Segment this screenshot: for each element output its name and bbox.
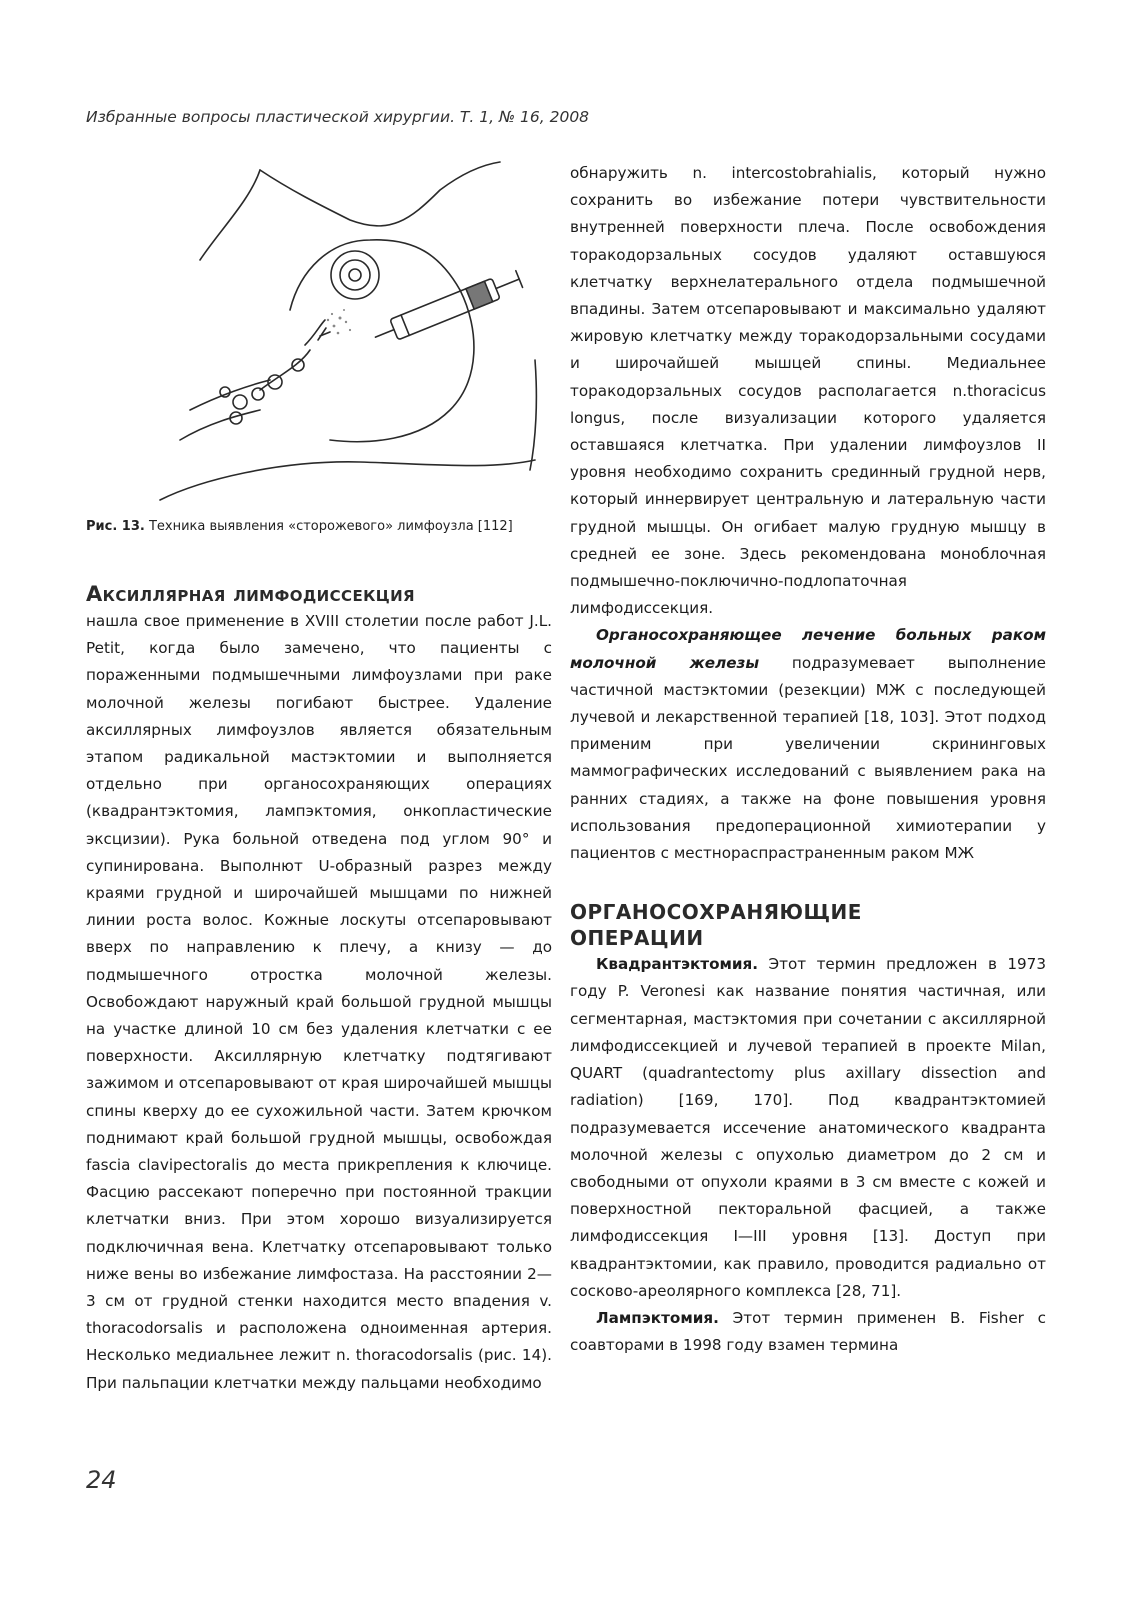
paragraph-lumpectomy: [570, 1305, 1046, 1359]
caption-text: Техника выявления «сторожевого» лимфоузла [112]: [144, 519, 513, 534]
figure-caption: [86, 516, 552, 537]
page-number: 24: [86, 1466, 117, 1494]
paragraph-quadrantectomy: [570, 951, 1046, 1305]
right-column: [570, 160, 1046, 1359]
figure-sentinel-node-illustration: [140, 160, 540, 510]
paragraph-organ-preserving: [570, 622, 1046, 867]
paragraph-lead-organ-preserving: Органосохраняющее лечение больных раком молочной железы: [570, 626, 1046, 672]
section-heading-line-1: ОРГАНОСОХРАНЯЮЩИЕ: [570, 900, 862, 925]
term-quadrantectomy: Квадрантэктомия.: [596, 955, 759, 974]
section-heading-axillary: Аксиллярная лимфодиссекция: [86, 582, 415, 606]
term-lumpectomy: Лампэктомия.: [596, 1308, 719, 1327]
paragraph-axillary: нашла свое применение в XVIII столетии после работ J.L. Petit, когда было замечено, что пациенты с пораженными подмышечными лимфоузлами при раке молочной железы погибают быстрее. Удаление аксиллярных лимфоузлов является обязательным этапом радикальной мастэктомии и выполняется отдельно при органосохраняющих операциях (квадрантэктомия, лампэктомия, онкопластические эксцизии). Рука больной отведена под углом 90° и супинирована. Выполнют U-образный разрез между краями грудной и широчайшей мышцами по нижней линии роста волос. Кожные лоскуты отсепаровывают вверх по направлению к плечу, а книзу — до подмышечного отростка молочной железы. Освобождают наружный край большой грудной мышцы на участке длиной 10 см без удаления клетчатки с ее поверхности. Аксиллярную клетчатку подтягивают зажимом и отсепаровывают от края широчайшей мышцы спины кверху до ее сухожильной части. Затем крючком поднимают край большой грудной мышцы, освобождая fascia clavipectoralis до места прикрепления к ключице. Фасцию рассекают поперечно при постоянной тракции клетчатки вниз. При этом хорошо визуализируется подключичная вена. Клетчатку отсепаровывают только ниже вены во избежание лимфостаза. На расстоянии 2—3 см от грудной стенки находится место впадения v. thoracodorsalis и расположена одноименная артерия. Несколько медиальнее лежит n. thoracodorsalis (рис. 14). При пальпации клетчатки между пальцами необходимо: [86, 612, 552, 1392]
caption-label: Рис. 13.: [86, 519, 145, 534]
paragraph-text-quadrantectomy: Этот термин предложен в 1973 году P. Veronesi как название понятия частичная, или сегментарная, мастэктомия при сочетании с аксиллярной лимфодиссекцией и лучевой терапией в проекте Milan, QUART (quadrantectomy plus axillary dissection and radiation) [169, 170]. Под квадрантэктомией подразумевается иссечение анатомического квадранта молочной железы с опухолью диаметром до 2 см и свободными от опухоли краями в 3 см вместе с кожей и поверхностной пекторальной фасцией, а также лимфодиссекция I—III уровня [13]. Доступ при квадрантэктомии, как правило, проводится радиально от сосково-ареолярного комплекса [28, 71].: [570, 955, 1046, 1300]
section-heading-line-2: ОПЕРАЦИИ: [570, 926, 704, 951]
left-column: [86, 580, 552, 1397]
breast-injection-drawing: [140, 160, 540, 510]
section-heading-operations: [570, 899, 1046, 951]
running-head: Избранные вопросы пластической хирургии. Т. 1, № 16, 2008: [86, 108, 590, 126]
paragraph-text-lumpectomy: Этот термин применен B. Fisher с соавторами в 1998 году взамен термина: [570, 1308, 1046, 1355]
paragraph-text-organ-preserving: подразумевает выполнение частичной мастэктомии (резекции) МЖ с последующей лучевой и лекарственной терапией [18, 103]. Этот подход применим при увеличении скрининговых маммографических исследований с выявлением рака на ранних стадиях, а также на фоне повышения уровня использования предоперационной химиотерапии у пациентов с местнораспрастраненным раком МЖ: [570, 653, 1046, 863]
paragraph-continuation: обнаружить n. intercostobrahialis, который нужно сохранить во избежание потери чувствительности внутренней поверхности плеча. После освобождения торакодорзальных сосудов удаляют оставшуюся клетчатку верхнелатерального отдела подмышечной впадины. Затем отсепаровывают и максимально удаляют жировую клетчатку между торакодорзальными сосудами и широчайшей мышцей спины. Медиальнее торакодорзальных сосудов располагается n.thoracicus longus, после визуализации которого удаляется оставшаяся клетчатка. При удалении лимфоузлов II уровня необходимо сохранить срединный грудной нерв, который иннервирует центральную и латеральную части грудной мышцы. Он огибает малую грудную мышцу в средней ее зоне. Здесь рекомендована моноблочная подмышечно-поключично-подлопаточная лимфодиссекция.: [570, 164, 1046, 618]
